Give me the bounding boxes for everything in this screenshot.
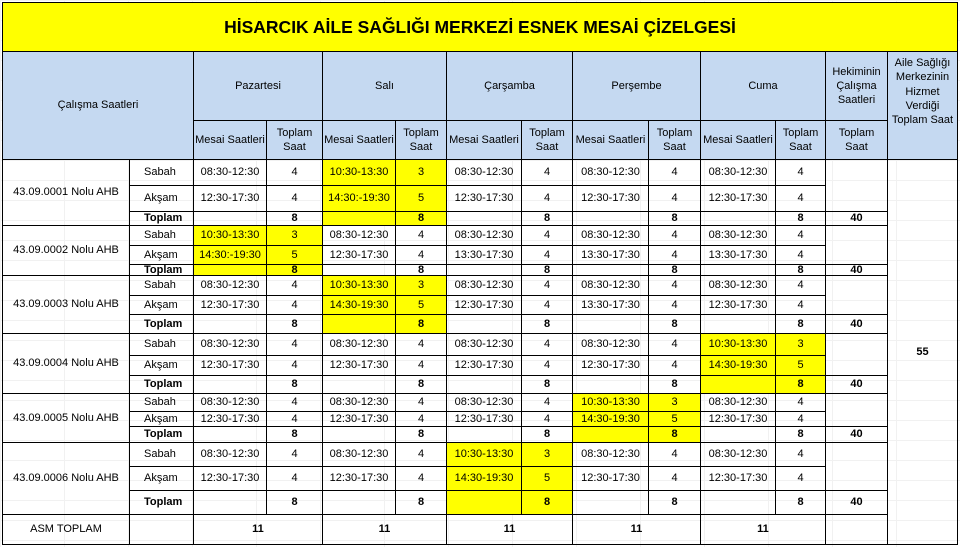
header-mesai-saatleri: Mesai Saatleri: [323, 121, 396, 160]
header-day-4: Cuma: [701, 52, 826, 121]
aksam-total-cell[interactable]: 4: [776, 246, 826, 265]
aksam-total-cell[interactable]: 4: [522, 246, 573, 265]
toplam-empty-cell[interactable]: [323, 491, 396, 515]
day-toplam-cell[interactable]: 8: [649, 265, 701, 276]
aksam-hours-cell[interactable]: 13:30-17:30: [573, 246, 649, 265]
header-toplam-saat: Toplam Saat: [522, 121, 573, 160]
day-toplam-cell[interactable]: 8: [522, 265, 573, 276]
day-toplam-cell[interactable]: 8: [396, 427, 447, 443]
sabah-total-cell[interactable]: 4: [776, 160, 826, 186]
header-day-0: Pazartesi: [194, 52, 323, 121]
aksam-hours-cell[interactable]: 12:30-17:30: [573, 186, 649, 212]
toplam-empty-cell[interactable]: [447, 491, 522, 515]
day-toplam-cell[interactable]: 8: [267, 315, 323, 334]
header-day-2: Çarşamba: [447, 52, 573, 121]
aksam-total-cell[interactable]: 4: [267, 186, 323, 212]
aksam-hours-cell[interactable]: 12:30-17:30: [447, 296, 522, 315]
aksam-total-cell[interactable]: 4: [776, 412, 826, 427]
toplam-empty-cell[interactable]: [573, 491, 649, 515]
sabah-hours-cell[interactable]: 08:30-12:30: [447, 160, 522, 186]
asm-toplam-day[interactable]: 11: [573, 515, 701, 545]
day-toplam-cell[interactable]: 8: [522, 376, 573, 394]
aksam-hours-cell[interactable]: 12:30-17:30: [323, 412, 396, 427]
toplam-empty-cell[interactable]: [447, 376, 522, 394]
sabah-hours-cell[interactable]: 08:30-12:30: [573, 443, 649, 467]
hekim-total-cell[interactable]: 40: [826, 491, 888, 515]
toplam-empty-cell[interactable]: [701, 265, 776, 276]
sabah-total-cell[interactable]: 3: [267, 226, 323, 246]
toplam-empty-cell[interactable]: [194, 491, 267, 515]
day-toplam-cell[interactable]: 8: [267, 427, 323, 443]
aksam-hours-cell[interactable]: 12:30-17:30: [323, 246, 396, 265]
sabah-hours-cell[interactable]: 10:30-13:30: [701, 334, 776, 356]
day-toplam-cell[interactable]: 8: [267, 491, 323, 515]
sabah-total-cell[interactable]: 4: [396, 334, 447, 356]
row-label-aksam: Akşam: [130, 356, 194, 376]
day-toplam-cell[interactable]: 8: [649, 212, 701, 226]
row-label-toplam: Toplam: [130, 376, 194, 394]
aksam-hours-cell[interactable]: 12:30-17:30: [194, 467, 267, 491]
sabah-total-cell[interactable]: 4: [522, 160, 573, 186]
sabah-total-cell[interactable]: 4: [396, 226, 447, 246]
sabah-total-cell[interactable]: 4: [649, 226, 701, 246]
aksam-hours-cell[interactable]: 13:30-17:30: [447, 246, 522, 265]
aksam-hours-cell[interactable]: 12:30-17:30: [573, 467, 649, 491]
row-label-sabah: Sabah: [130, 334, 194, 356]
sabah-hours-cell[interactable]: 10:30-13:30: [323, 276, 396, 296]
toplam-empty-cell[interactable]: [194, 315, 267, 334]
sabah-hours-cell[interactable]: 08:30-12:30: [701, 276, 776, 296]
aksam-total-cell[interactable]: 4: [649, 186, 701, 212]
header-calisma-saatleri: Çalışma Saatleri: [2, 52, 194, 160]
toplam-empty-cell[interactable]: [323, 212, 396, 226]
aksam-hours-cell[interactable]: 12:30-17:30: [701, 186, 776, 212]
unit-name: 43.09.0005 Nolu AHB: [2, 394, 130, 443]
header-day-1: Salı: [323, 52, 447, 121]
sabah-hours-cell[interactable]: 10:30-13:30: [194, 226, 267, 246]
hekim-empty-cell[interactable]: [826, 394, 888, 427]
header-toplam-saat: Toplam Saat: [396, 121, 447, 160]
aksam-hours-cell[interactable]: 12:30-17:30: [701, 412, 776, 427]
sabah-total-cell[interactable]: 4: [522, 334, 573, 356]
toplam-empty-cell[interactable]: [573, 212, 649, 226]
sabah-total-cell[interactable]: 4: [776, 443, 826, 467]
day-toplam-cell[interactable]: 8: [267, 376, 323, 394]
aksam-total-cell[interactable]: 4: [776, 296, 826, 315]
sabah-total-cell[interactable]: 3: [396, 276, 447, 296]
aksam-hours-cell[interactable]: 14:30-19:30: [447, 467, 522, 491]
day-toplam-cell[interactable]: 8: [267, 265, 323, 276]
aksam-hours-cell[interactable]: 12:30-17:30: [447, 356, 522, 376]
aksam-hours-cell[interactable]: 14:30-19:30: [323, 296, 396, 315]
day-toplam-cell[interactable]: 8: [649, 315, 701, 334]
aksam-hours-cell[interactable]: 12:30-17:30: [573, 356, 649, 376]
sabah-hours-cell[interactable]: 08:30-12:30: [701, 443, 776, 467]
day-toplam-cell[interactable]: 8: [396, 315, 447, 334]
toplam-empty-cell[interactable]: [323, 265, 396, 276]
sabah-total-cell[interactable]: 4: [776, 276, 826, 296]
sabah-hours-cell[interactable]: 08:30-12:30: [323, 334, 396, 356]
day-toplam-cell[interactable]: 8: [267, 212, 323, 226]
aksam-total-cell[interactable]: 4: [649, 246, 701, 265]
sabah-total-cell[interactable]: 4: [267, 334, 323, 356]
aksam-total-cell[interactable]: 4: [522, 296, 573, 315]
toplam-empty-cell[interactable]: [323, 376, 396, 394]
sabah-total-cell[interactable]: 4: [396, 443, 447, 467]
day-toplam-cell[interactable]: 8: [776, 491, 826, 515]
toplam-empty-cell[interactable]: [573, 315, 649, 334]
row-label-aksam: Akşam: [130, 467, 194, 491]
sabah-hours-cell[interactable]: 08:30-12:30: [194, 334, 267, 356]
header-hekim-calisma: Hekiminin Çalışma Saatleri: [826, 52, 888, 121]
sabah-total-cell[interactable]: 4: [649, 160, 701, 186]
row-label-toplam: Toplam: [130, 212, 194, 226]
row-label-toplam: Toplam: [130, 265, 194, 276]
unit-name: 43.09.0003 Nolu AHB: [2, 276, 130, 334]
asm-toplam-day[interactable]: 11: [701, 515, 826, 545]
day-toplam-cell[interactable]: 8: [522, 212, 573, 226]
day-toplam-cell[interactable]: 8: [396, 376, 447, 394]
toplam-empty-cell[interactable]: [573, 265, 649, 276]
header-toplam-saat: Toplam Saat: [776, 121, 826, 160]
aksam-total-cell[interactable]: 4: [396, 246, 447, 265]
toplam-empty-cell[interactable]: [573, 376, 649, 394]
sabah-total-cell[interactable]: 3: [649, 394, 701, 412]
sabah-total-cell[interactable]: 4: [776, 226, 826, 246]
toplam-empty-cell[interactable]: [323, 427, 396, 443]
sabah-total-cell[interactable]: 4: [776, 394, 826, 412]
day-toplam-cell[interactable]: 8: [649, 427, 701, 443]
toplam-empty-cell[interactable]: [701, 376, 776, 394]
aksam-hours-cell[interactable]: 12:30-17:30: [194, 296, 267, 315]
sabah-total-cell[interactable]: 4: [522, 226, 573, 246]
sabah-hours-cell[interactable]: 08:30-12:30: [447, 226, 522, 246]
header-toplam-saat: Toplam Saat: [649, 121, 701, 160]
sabah-hours-cell[interactable]: 08:30-12:30: [194, 443, 267, 467]
sabah-hours-cell[interactable]: 08:30-12:30: [573, 226, 649, 246]
aksam-total-cell[interactable]: 5: [776, 356, 826, 376]
toplam-empty-cell[interactable]: [701, 491, 776, 515]
sabah-hours-cell[interactable]: 08:30-12:30: [701, 160, 776, 186]
day-toplam-cell[interactable]: 8: [776, 212, 826, 226]
aksam-total-cell[interactable]: 4: [267, 412, 323, 427]
asm-toplam-day[interactable]: 11: [447, 515, 573, 545]
toplam-empty-cell[interactable]: [447, 212, 522, 226]
hekim-total-cell[interactable]: 40: [826, 315, 888, 334]
toplam-empty-cell[interactable]: [573, 427, 649, 443]
sabah-hours-cell[interactable]: 08:30-12:30: [323, 394, 396, 412]
aksam-total-cell[interactable]: 4: [649, 356, 701, 376]
toplam-empty-cell[interactable]: [447, 315, 522, 334]
toplam-empty-cell[interactable]: [701, 427, 776, 443]
hekim-total-cell[interactable]: 40: [826, 265, 888, 276]
aksam-total-cell[interactable]: 4: [776, 467, 826, 491]
hekim-empty-cell[interactable]: [826, 443, 888, 491]
header-hekim-toplam-saat: Toplam Saat: [826, 121, 888, 160]
toplam-empty-cell[interactable]: [701, 212, 776, 226]
aksam-hours-cell[interactable]: 13:30-17:30: [573, 296, 649, 315]
sabah-hours-cell[interactable]: 08:30-12:30: [573, 276, 649, 296]
aksam-total-cell[interactable]: 4: [267, 296, 323, 315]
header-mesai-saatleri: Mesai Saatleri: [701, 121, 776, 160]
hekim-empty-cell[interactable]: [826, 334, 888, 376]
sabah-hours-cell[interactable]: 08:30-12:30: [323, 443, 396, 467]
header-mesai-saatleri: Mesai Saatleri: [447, 121, 522, 160]
toplam-empty-cell[interactable]: [194, 265, 267, 276]
toplam-empty-cell[interactable]: [447, 427, 522, 443]
header-merkez-toplam: Aile Sağlığı Merkezinin Hizmet Verdiği Toplam Saat: [888, 52, 958, 160]
aksam-hours-cell[interactable]: 14:30-19:30: [573, 412, 649, 427]
sabah-total-cell[interactable]: 3: [776, 334, 826, 356]
merkez-total-cell[interactable]: 55: [888, 160, 958, 545]
aksam-hours-cell[interactable]: 12:30-17:30: [447, 412, 522, 427]
aksam-total-cell[interactable]: 4: [776, 186, 826, 212]
aksam-total-cell[interactable]: 4: [522, 412, 573, 427]
sabah-total-cell[interactable]: 4: [522, 276, 573, 296]
sabah-total-cell[interactable]: 4: [396, 394, 447, 412]
day-toplam-cell[interactable]: 8: [396, 212, 447, 226]
hekim-total-cell[interactable]: 40: [826, 427, 888, 443]
day-toplam-cell[interactable]: 8: [776, 427, 826, 443]
aksam-total-cell[interactable]: 5: [522, 467, 573, 491]
row-label-sabah: Sabah: [130, 443, 194, 467]
sabah-hours-cell[interactable]: 08:30-12:30: [447, 334, 522, 356]
aksam-total-cell[interactable]: 4: [396, 467, 447, 491]
row-label-sabah: Sabah: [130, 226, 194, 246]
sabah-total-cell[interactable]: 4: [649, 276, 701, 296]
sabah-total-cell[interactable]: 4: [267, 276, 323, 296]
sabah-hours-cell[interactable]: 08:30-12:30: [194, 276, 267, 296]
sabah-total-cell[interactable]: 3: [396, 160, 447, 186]
toplam-empty-cell[interactable]: [194, 212, 267, 226]
sabah-hours-cell[interactable]: 08:30-12:30: [573, 160, 649, 186]
day-toplam-cell[interactable]: 8: [396, 265, 447, 276]
aksam-total-cell[interactable]: 4: [522, 356, 573, 376]
sabah-total-cell[interactable]: 4: [649, 443, 701, 467]
sabah-hours-cell[interactable]: 08:30-12:30: [194, 394, 267, 412]
asm-toplam-day[interactable]: 11: [194, 515, 323, 545]
asm-toplam-day[interactable]: 11: [323, 515, 447, 545]
sabah-total-cell[interactable]: 3: [522, 443, 573, 467]
hekim-empty-cell[interactable]: [826, 276, 888, 315]
row-label-toplam: Toplam: [130, 427, 194, 443]
aksam-total-cell[interactable]: 5: [396, 186, 447, 212]
aksam-total-cell[interactable]: 4: [396, 356, 447, 376]
row-label-toplam: Toplam: [130, 315, 194, 334]
row-label-sabah: Sabah: [130, 160, 194, 186]
aksam-total-cell[interactable]: 5: [649, 412, 701, 427]
aksam-total-cell[interactable]: 4: [522, 186, 573, 212]
sabah-hours-cell[interactable]: 08:30-12:30: [701, 394, 776, 412]
aksam-hours-cell[interactable]: 12:30-17:30: [701, 467, 776, 491]
row-label-aksam: Akşam: [130, 246, 194, 265]
aksam-total-cell[interactable]: 5: [396, 296, 447, 315]
day-toplam-cell[interactable]: 8: [649, 376, 701, 394]
asm-toplam-label: ASM TOPLAM: [2, 515, 130, 545]
sabah-hours-cell[interactable]: 10:30-13:30: [447, 443, 522, 467]
day-toplam-cell[interactable]: 8: [776, 376, 826, 394]
hekim-total-cell[interactable]: 40: [826, 376, 888, 394]
toplam-empty-cell[interactable]: [194, 376, 267, 394]
aksam-hours-cell[interactable]: 12:30-17:30: [194, 412, 267, 427]
aksam-hours-cell[interactable]: 14:30:-19:30: [323, 186, 396, 212]
sabah-hours-cell[interactable]: 08:30-12:30: [447, 276, 522, 296]
aksam-hours-cell[interactable]: 12:30-17:30: [323, 467, 396, 491]
sabah-hours-cell[interactable]: 08:30-12:30: [573, 334, 649, 356]
day-toplam-cell[interactable]: 8: [776, 265, 826, 276]
toplam-empty-cell[interactable]: [323, 315, 396, 334]
unit-name: 43.09.0002 Nolu AHB: [2, 226, 130, 276]
aksam-hours-cell[interactable]: 14:30-19:30: [701, 356, 776, 376]
hekim-empty-cell[interactable]: [826, 160, 888, 212]
row-label-sabah: Sabah: [130, 394, 194, 412]
day-toplam-cell[interactable]: 8: [649, 491, 701, 515]
aksam-total-cell[interactable]: 4: [396, 412, 447, 427]
header-mesai-saatleri: Mesai Saatleri: [573, 121, 649, 160]
row-label-aksam: Akşam: [130, 296, 194, 315]
sabah-hours-cell[interactable]: 08:30-12:30: [194, 160, 267, 186]
sabah-hours-cell[interactable]: 08:30-12:30: [701, 226, 776, 246]
aksam-hours-cell[interactable]: 12:30-17:30: [323, 356, 396, 376]
day-toplam-cell[interactable]: 8: [522, 491, 573, 515]
row-label-aksam: Akşam: [130, 186, 194, 212]
row-label-toplam: Toplam: [130, 491, 194, 515]
sabah-total-cell[interactable]: 4: [649, 334, 701, 356]
day-toplam-cell[interactable]: 8: [522, 315, 573, 334]
sabah-hours-cell[interactable]: 10:30-13:30: [323, 160, 396, 186]
header-toplam-saat: Toplam Saat: [267, 121, 323, 160]
aksam-total-cell[interactable]: 5: [267, 246, 323, 265]
aksam-total-cell[interactable]: 4: [267, 467, 323, 491]
header-day-3: Perşembe: [573, 52, 701, 121]
asm-toplam-hekim-empty[interactable]: [826, 515, 888, 545]
sheet-title: HİSARCIK AİLE SAĞLIĞI MERKEZİ ESNEK MESAİ ÇİZELGESİ: [2, 2, 958, 52]
hekim-empty-cell[interactable]: [826, 226, 888, 265]
aksam-total-cell[interactable]: 4: [267, 356, 323, 376]
sabah-total-cell[interactable]: 4: [267, 160, 323, 186]
sabah-hours-cell[interactable]: 10:30-13:30: [573, 394, 649, 412]
aksam-hours-cell[interactable]: 12:30-17:30: [447, 186, 522, 212]
sabah-total-cell[interactable]: 4: [522, 394, 573, 412]
header-mesai-saatleri: Mesai Saatleri: [194, 121, 267, 160]
sabah-hours-cell[interactable]: 08:30-12:30: [447, 394, 522, 412]
day-toplam-cell[interactable]: 8: [776, 315, 826, 334]
row-label-sabah: Sabah: [130, 276, 194, 296]
day-toplam-cell[interactable]: 8: [396, 491, 447, 515]
aksam-total-cell[interactable]: 4: [649, 296, 701, 315]
asm-toplam-empty[interactable]: [130, 515, 194, 545]
toplam-empty-cell[interactable]: [194, 427, 267, 443]
aksam-hours-cell[interactable]: 14:30:-19:30: [194, 246, 267, 265]
aksam-hours-cell[interactable]: 13:30-17:30: [701, 246, 776, 265]
aksam-hours-cell[interactable]: 12:30-17:30: [701, 296, 776, 315]
aksam-hours-cell[interactable]: 12:30-17:30: [194, 186, 267, 212]
aksam-hours-cell[interactable]: 12:30-17:30: [194, 356, 267, 376]
unit-name: 43.09.0001 Nolu AHB: [2, 160, 130, 226]
sabah-total-cell[interactable]: 4: [267, 394, 323, 412]
toplam-empty-cell[interactable]: [701, 315, 776, 334]
day-toplam-cell[interactable]: 8: [522, 427, 573, 443]
toplam-empty-cell[interactable]: [447, 265, 522, 276]
unit-name: 43.09.0006 Nolu AHB: [2, 443, 130, 515]
aksam-total-cell[interactable]: 4: [649, 467, 701, 491]
hekim-total-cell[interactable]: 40: [826, 212, 888, 226]
sabah-hours-cell[interactable]: 08:30-12:30: [323, 226, 396, 246]
unit-name: 43.09.0004 Nolu AHB: [2, 334, 130, 394]
sabah-total-cell[interactable]: 4: [267, 443, 323, 467]
row-label-aksam: Akşam: [130, 412, 194, 427]
